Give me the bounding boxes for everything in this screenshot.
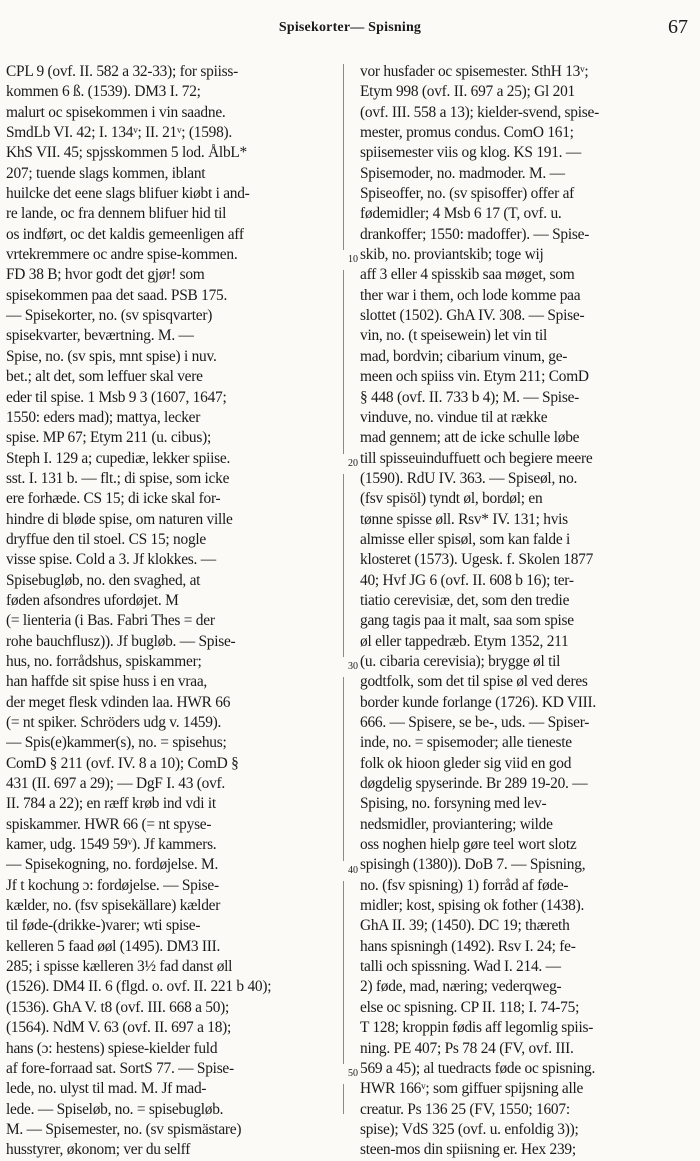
text-line: (fsv spisöl) tyndt øl, bordøl; en bbox=[360, 490, 543, 508]
text-line: (1590). RdU IV. 363. — Spiseøl, no. bbox=[360, 469, 578, 487]
text-line: steen-mos din spiisning er. Hex 239; bbox=[360, 1141, 576, 1159]
text-line: Steph I. 129 a; cupediæ, lekker spiise. bbox=[6, 449, 231, 467]
text-line: re lande, oc fra dennem blifuer hid til bbox=[6, 205, 227, 223]
text-line: oss noghen hielp gøre teel wort slotz bbox=[360, 836, 577, 854]
text-line: (1536). GhA V. t8 (ovf. III. 668 a 50); bbox=[6, 998, 230, 1016]
text-line: § 448 (ovf. II. 733 b 4); M. — Spise- bbox=[360, 388, 580, 406]
text-line: vinduve, no. vindue til at række bbox=[360, 408, 548, 426]
text-line: nedsmidler, proviantering; wilde bbox=[360, 815, 553, 833]
text-line: Jf t kochung ɔ: fordøjelse. — Spise- bbox=[6, 876, 219, 894]
text-line: husstyrer, økonom; ver du selff bbox=[6, 1141, 191, 1159]
text-line: til føde-(drikke-)varer; wti spise- bbox=[6, 917, 201, 935]
text-line: HWR 166ᵛ; som giffuer spijsning alle bbox=[360, 1080, 584, 1098]
text-line: ComD § 211 (ovf. IV. 8 a 10); ComD § bbox=[6, 754, 239, 772]
text-line: talli och spissning. Wad I. 214. — bbox=[360, 958, 561, 976]
text-line: T 128; kroppin fødis aff legomlig spiis- bbox=[360, 1019, 594, 1037]
text-line: spisingh (1380)). DoB 7. — Spisning, bbox=[360, 856, 586, 874]
text-line: fødemidler; 4 Msb 6 17 (T, ovf. u. bbox=[360, 205, 562, 223]
text-line: skib, no. proviantskib; toge wij bbox=[360, 246, 544, 264]
text-line: lede. — Spiseløb, no. = spisebugløb. bbox=[6, 1100, 224, 1118]
text-line: kamer, udg. 1549 59ᵛ). Jf kammers. bbox=[6, 836, 217, 854]
text-line: mad, bordvin; cibarium vinum, ge- bbox=[360, 347, 568, 365]
text-line: Spisemoder, no. madmoder. M. — bbox=[360, 164, 565, 182]
text-line: lede, no. ulyst til mad. M. Jf mad- bbox=[6, 1080, 207, 1098]
text-line: mester, promus condus. ComO 161; bbox=[360, 124, 574, 142]
text-line: bet.; alt det, som leffuer skal vere bbox=[6, 368, 203, 386]
text-line: GhA II. 39; (1450). DC 19; thæreth bbox=[360, 917, 570, 935]
text-line: almisse eller spisøl, som kan falde i bbox=[360, 530, 571, 548]
text-line: midler; kost, spising ok fother (1438). bbox=[360, 897, 585, 915]
text-line: — Spisekogning, no. fordøjelse. M. bbox=[6, 856, 219, 874]
text-line: drankoffer; 1550: madoffer). — Spise- bbox=[360, 225, 590, 243]
line-number: 20 bbox=[338, 454, 358, 474]
text-line: eder til spise. 1 Msb 9 3 (1607, 1647; bbox=[6, 388, 227, 406]
text-line: folk ok hioon gleder sig viid en god bbox=[360, 754, 572, 772]
text-line: FD 38 B; hvor godt det gjør! som bbox=[6, 266, 205, 284]
text-line: 2) føde, mad, næring; vederqweg- bbox=[360, 978, 562, 996]
left-column bbox=[6, 62, 336, 1161]
text-line: Spising, no. forsyning med lev- bbox=[360, 795, 547, 813]
text-line: II. 784 a 22); en ræff krøb ind vdi it bbox=[6, 795, 216, 813]
text-line: spiisemester viis og klog. KS 191. — bbox=[360, 144, 582, 162]
text-line: slottet (1502). GhA IV. 308. — Spise- bbox=[360, 307, 585, 325]
text-line: meen och spiiss vin. Etym 211; ComD bbox=[360, 368, 589, 386]
text-line: 207; tuende slags kommen, iblant bbox=[6, 164, 206, 182]
text-line: spise. MP 67; Etym 211 (u. cibus); bbox=[6, 429, 211, 447]
text-line: godtfolk, som det til spise øl ved deres bbox=[360, 673, 588, 691]
text-line: Spise, no. (sv spis, mnt spise) i nuv. bbox=[6, 347, 217, 365]
text-line: døgdelig spyserinde. Br 289 19-20. — bbox=[360, 775, 588, 793]
text-line: vor husfader oc spisemester. SthH 13ᵛ; bbox=[360, 63, 589, 80]
text-line: han haffde sit spise huss i en vraa, bbox=[6, 673, 208, 691]
text-line: M. — Spisemester, no. (sv spismästare) bbox=[6, 1120, 242, 1138]
text-line: ning. PE 407; Ps 78 24 (FV, ovf. III. bbox=[360, 1039, 574, 1057]
text-line: hindre di bløde spise, om naturen ville bbox=[6, 510, 233, 528]
text-line: hans spisningh (1492). Rsv I. 24; fe- bbox=[360, 937, 576, 955]
text-line: 569 a 45); al tuedracts føde oc spisning. bbox=[360, 1059, 596, 1077]
right-column bbox=[360, 62, 690, 1161]
text-line: klosteret (1573). Ugesk. f. Skolen 1877 bbox=[360, 551, 594, 569]
text-line: føden afsondres ufordøjet. M bbox=[6, 591, 179, 609]
text-line: Spisebugløb, no. den svaghed, at bbox=[6, 571, 201, 589]
page-header bbox=[0, 16, 700, 46]
text-line: sst. I. 131 b. — flt.; di spise, som icke bbox=[6, 469, 230, 487]
page-number: 67 bbox=[668, 16, 688, 38]
text-line: hans (ɔ: hestens) spiese-kielder fuld bbox=[6, 1039, 218, 1057]
text-line: kælder, no. (fsv spisekällare) kælder bbox=[6, 897, 221, 915]
text-line: (ovf. III. 558 a 13); kielder-svend, spise- bbox=[360, 103, 599, 121]
text-line: till spisseuinduffuett och begiere meere bbox=[360, 449, 593, 467]
text-line: tønne spisse øll. Rsv* IV. 131; hvis bbox=[360, 510, 568, 528]
text-line: 666. — Spisere, se be-, uds. — Spiser- bbox=[360, 714, 590, 731]
line-number: 10 bbox=[338, 250, 358, 270]
text-line: huilcke det eene slags blifuer kiøbt i and- bbox=[6, 185, 250, 203]
text-line: gang tagis paa it malt, saa som spise bbox=[360, 612, 574, 630]
text-line: vrtekremmere oc andre spise-kommen. bbox=[6, 246, 238, 264]
text-line: — Spisekorter, no. (sv spisqvarter) bbox=[6, 307, 213, 325]
text-line: (= nt spiker. Schröders udg v. 1459). bbox=[6, 714, 222, 731]
text-line: spise); VdS 325 (ovf. u. enfoldig 3)); bbox=[360, 1120, 579, 1138]
text-line: Spiseoffer, no. (sv spisoffer) offer af bbox=[360, 185, 575, 203]
text-line: kommen 6 ß. (1539). DM3 I. 72; bbox=[6, 83, 201, 101]
text-line: rohe bauchflusz)). Jf bugløb. — Spise- bbox=[6, 632, 236, 650]
text-line: else oc spisning. CP II. 118; I. 74-75; bbox=[360, 998, 580, 1016]
text-line: malurt oc spisekommen i vin saadne. bbox=[6, 103, 226, 121]
text-line: visse spise. Cold a 3. Jf klokkes. — bbox=[6, 551, 216, 569]
line-number: 40 bbox=[338, 861, 358, 881]
line-number: 30 bbox=[338, 657, 358, 677]
text-line: (u. cibaria cerevisia); brygge øl til bbox=[360, 652, 561, 670]
text-line: KhS VII. 45; spjsskommen 5 lod. ÅlbL* bbox=[6, 144, 247, 162]
text-line: SmdLb VI. 42; I. 134ᵛ; II. 21ᵛ; (1598). bbox=[6, 124, 233, 142]
text-line: spisekvarter, beværtning. M. — bbox=[6, 327, 194, 345]
text-line: spisekommen paa det saad. PSB 175. bbox=[6, 286, 228, 304]
text-line: CPL 9 (ovf. II. 582 a 32-33); for spiiss- bbox=[6, 63, 238, 80]
text-line: ther war i them, och lode komme paa bbox=[360, 286, 581, 304]
text-line: spiskammer. HWR 66 (= nt spyse- bbox=[6, 815, 212, 833]
text-line: (1526). DM4 II. 6 (flgd. o. ovf. II. 221 b 40); bbox=[6, 978, 272, 996]
line-number: 50 bbox=[338, 1064, 358, 1084]
text-line: 431 (II. 697 a 29); — DgF I. 43 (ovf. bbox=[6, 775, 226, 793]
text-line: øl eller tappedræb. Etym 1352, 211 bbox=[360, 632, 569, 650]
column-divider bbox=[343, 64, 344, 1114]
text-line: creatur. Ps 136 25 (FV, 1550; 1607: bbox=[360, 1100, 570, 1118]
text-line: mad gennem; att de icke schulle løbe bbox=[360, 429, 580, 447]
text-line: 40; Hvf JG 6 (ovf. II. 608 b 16); ter- bbox=[360, 571, 574, 589]
text-line: — Spis(e)kammer(s), no. = spisehus; bbox=[6, 734, 227, 752]
text-line: os indført, oc det kaldis gemeenligen aff bbox=[6, 225, 244, 243]
text-line: af fore-forraad sat. SortS 77. — Spise- bbox=[6, 1059, 234, 1077]
running-title: Spisekorter— Spisning bbox=[278, 20, 422, 35]
text-line: (1564). NdM V. 63 (ovf. II. 697 a 18); bbox=[6, 1019, 232, 1037]
text-line: no. (fsv spisning) 1) forråd af føde- bbox=[360, 876, 569, 894]
text-line: aff 3 eller 4 spisskib saa møget, som bbox=[360, 266, 575, 284]
text-line: inde, no. = spisemoder; alle tieneste bbox=[360, 734, 572, 752]
text-line: vin, no. (t speisewein) let vin til bbox=[360, 327, 548, 345]
text-line: (= lienteria (i Bas. Fabri Thes = der bbox=[6, 612, 215, 630]
text-line: tiatio cerevisiæ, det, som den tredie bbox=[360, 591, 570, 609]
text-line: der meget flesk vdinden laa. HWR 66 bbox=[6, 693, 231, 711]
text-line: ere forhæde. CS 15; di icke skal for- bbox=[6, 490, 221, 508]
text-line: Etym 998 (ovf. II. 697 a 25); Gl 201 bbox=[360, 83, 575, 101]
text-line: 285; i spisse kælleren 3½ fad danst øll bbox=[6, 958, 233, 976]
text-line: border kunde forlange (1726). KD VIII. bbox=[360, 693, 596, 711]
text-line: hus, no. forrådshus, spiskammer; bbox=[6, 652, 202, 670]
text-line: dryffue den til stoel. CS 15; nogle bbox=[6, 530, 207, 548]
text-line: kelleren 5 faad øøl (1495). DM3 III. bbox=[6, 937, 221, 955]
text-line: 1550: eders mad); mattya, lecker bbox=[6, 408, 201, 426]
